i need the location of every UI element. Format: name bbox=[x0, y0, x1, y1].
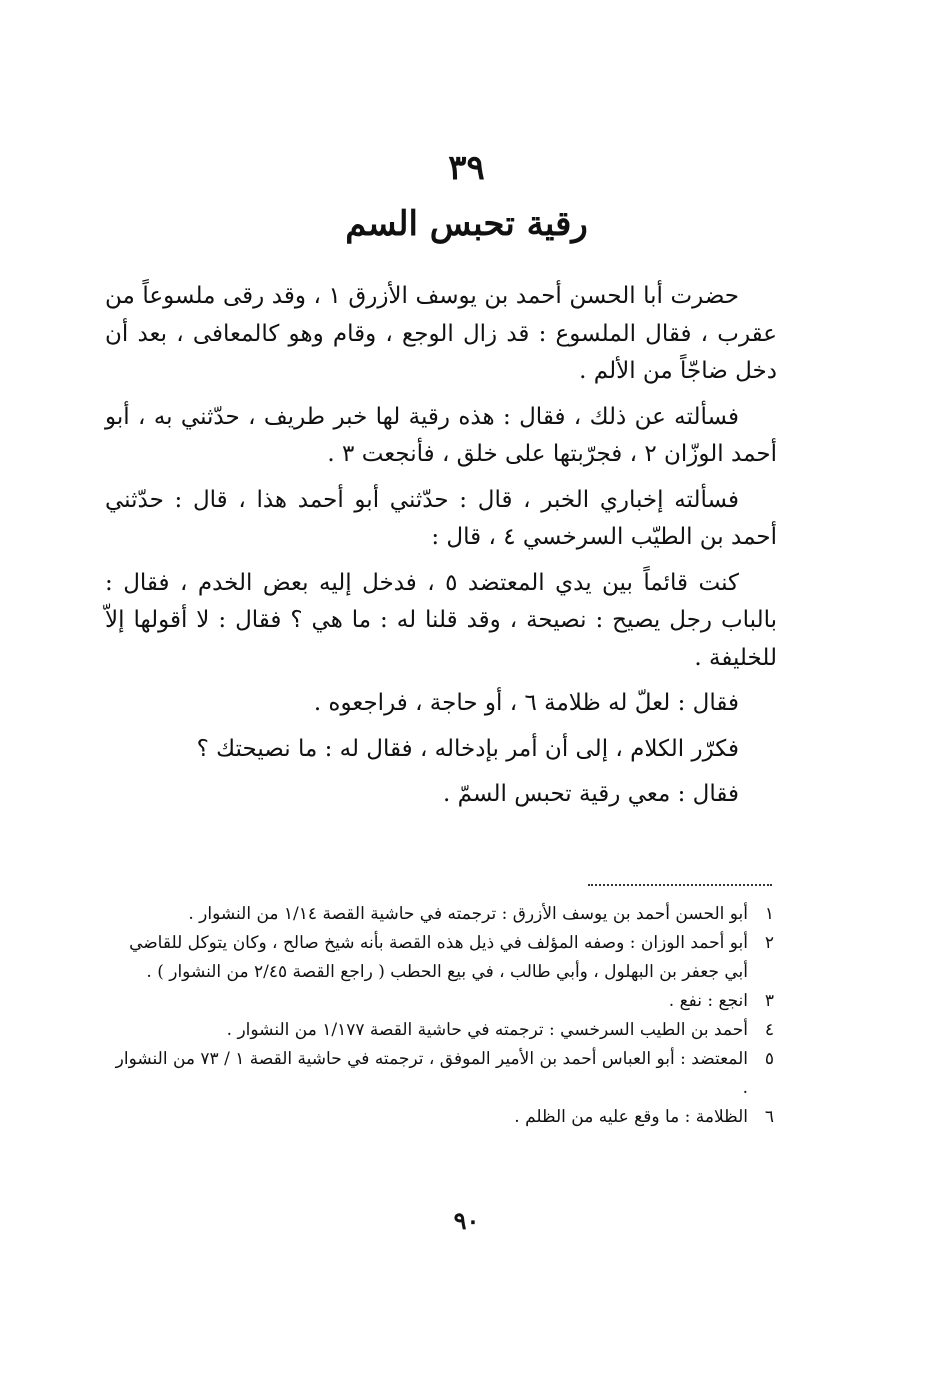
footnote-marker: ١ bbox=[764, 904, 774, 924]
paragraph-7: فقال : معي رقية تحبس السمّ . bbox=[443, 781, 739, 807]
paragraph-6: فكرّر الكلام ، إلى أن أمر بإدخاله ، فقال له : ما نصيحتك ؟ bbox=[196, 735, 739, 762]
story-body bbox=[105, 278, 777, 814]
footnote-divider bbox=[588, 884, 772, 886]
paragraph-5: فقال : لعلّ له ظلامة ٦ ، أو حاجة ، فراجعوه . bbox=[313, 690, 739, 716]
footnote-text: انجع : نفع . bbox=[668, 991, 748, 1011]
footnote-marker: ٤ bbox=[764, 1020, 774, 1040]
footnote-marker: ٢ bbox=[764, 933, 774, 953]
story-title: رقية تحبس السم bbox=[345, 204, 588, 244]
paragraph-1: حضرت أبا الحسن أحمد بن يوسف الأزرق ١ ، وقد رقى ملسوعاً من عقرب ، فقال الملسوع : قد زال الوجع ، وقام وهو كالمعافى ، بعد أن دخل ضاجّاً من الألم . bbox=[105, 283, 777, 384]
paragraph-3: فسألته إخباري الخبر ، قال : حدّثني أبو أحمد هذا ، قال : حدّثني أحمد بن الطيّب السرخسي ٤ ، قال : bbox=[105, 486, 777, 550]
footnote-marker: ٥ bbox=[764, 1049, 774, 1069]
footnote-text: المعتضد : أبو العباس أحمد بن الأمير الموفق ، ترجمته في حاشية القصة ١ / ٧٣ من النشوار . bbox=[115, 1049, 748, 1098]
footnote-3 bbox=[110, 987, 774, 1016]
story-number: ٣٩ bbox=[448, 148, 485, 188]
footnote-5 bbox=[110, 1045, 774, 1103]
paragraph-2: فسألته عن ذلك ، فقال : هذه رقية لها خبر طريف ، حدّثني به ، أبو أحمد الوزّان ٢ ، فجرّبتها على خلق ، فأنجعت ٣ . bbox=[105, 403, 777, 467]
footnote-text: أحمد بن الطيب السرخسي : ترجمته في حاشية القصة ١/١٧٧ من النشوار . bbox=[226, 1020, 748, 1040]
page-number: ٩٠ bbox=[453, 1206, 480, 1235]
footnote-marker: ٣ bbox=[764, 991, 774, 1011]
footnotes bbox=[110, 900, 774, 1132]
footnote-text: أبو الحسن أحمد بن يوسف الأزرق : ترجمته في حاشية القصة ١/١٤ من النشوار . bbox=[188, 904, 748, 924]
footnote-6 bbox=[110, 1103, 774, 1132]
paragraph-4: كنت قائماً بين يدي المعتضد ٥ ، فدخل إليه بعض الخدم ، فقال : بالباب رجل يصيح : نصيحة ، وقد قلنا له : ما هي ؟ فقال : لا أقولها إلاّ للخليفة . bbox=[105, 569, 777, 671]
footnote-1 bbox=[110, 900, 774, 929]
footnote-2 bbox=[110, 929, 774, 987]
footnote-4 bbox=[110, 1016, 774, 1045]
footnote-text: أبو أحمد الوزان : وصفه المؤلف في ذيل هذه القصة بأنه شيخ صالح ، وكان يتوكل للقاضي أبي جعفر بن البهلول ، وأبي طالب ، في بيع الحطب ( راجع القصة ٢/٤٥ من النشوار ) . bbox=[129, 933, 748, 982]
footnote-marker: ٦ bbox=[764, 1107, 774, 1127]
footnote-text: الظلامة : ما وقع عليه من الظلم . bbox=[514, 1107, 748, 1127]
